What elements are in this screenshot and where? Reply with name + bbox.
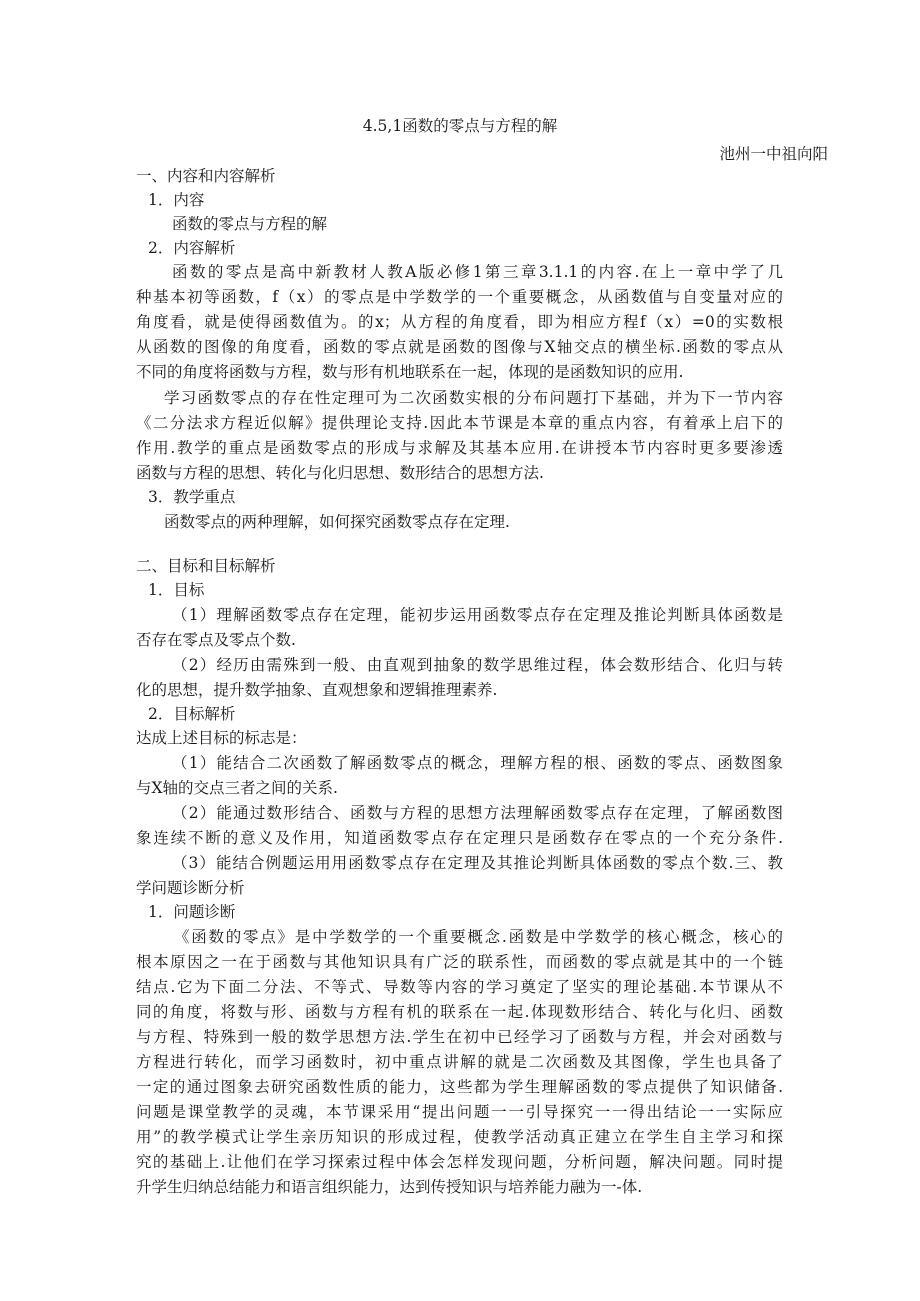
- paragraph-line: 从函数的图像的角度看，函数的零点就是函数的图像与X轴交点的横坐标.函数的零点从: [136, 338, 783, 356]
- paragraph-line: 否存在零点及零点个数.: [136, 631, 296, 649]
- paragraph-line: 不同的角度将函数与方程，数与形有机地联系在一起，体现的是函数知识的应用.: [136, 363, 684, 381]
- paragraph-line: 学问题诊断分析: [136, 879, 245, 897]
- paragraph-line: （2）能通过数形结合、函数与方程的思想方法理解函数零点存在定理，了解函数图: [172, 804, 783, 822]
- paragraph-line: （2）经历由需殊到一般、由直观到抽象的数学思维过程，体会数形结合、化归与转: [172, 656, 783, 674]
- paragraph-line: 种基本初等函数，f（x）的零点是中学数学的一个重要概念，从函数值与自变量对应的: [136, 288, 783, 306]
- section-heading: 二、目标和目标解析: [136, 557, 276, 575]
- paragraph-line: 化的思想，提升数学抽象、直观想象和逻辑推理素养.: [136, 681, 498, 699]
- paragraph-line: 函数与方程的思想、转化与化归思想、数形结合的思想方法.: [136, 464, 544, 482]
- paragraph-line: 作用.教学的重点是函数零点的形成与求解及其基本应用.在讲授本节内容时更多要渗透: [136, 439, 783, 457]
- paragraph-line: 方程进行转化，而学习函数时，初中重点讲解的就是二次函数及其图像，学生也具备了: [136, 1053, 783, 1071]
- document-title: 4.5,1函数的零点与方程的解: [362, 117, 558, 135]
- paragraph-line: （1）理解函数零点存在定理，能初步运用函数零点存在定理及推论判断具体函数是: [172, 606, 783, 624]
- section-heading: 一、内容和内容解析: [136, 167, 276, 185]
- paragraph-line: 《函数的零点》是中学数学的一个重要概念.函数是中学数学的核心概念，核心的: [174, 928, 783, 946]
- paragraph-line: 究的基础上.让他们在学习探索过程中体会怎样发现问题，分析问题，解决问题。同时提: [136, 1153, 783, 1171]
- paragraph-line: 角度看，就是使得函数值为。的x；从方程的角度看，即为相应方程f（x）=0的实数根: [136, 313, 783, 331]
- paragraph-line: 达成上述目标的标志是：: [136, 729, 307, 747]
- paragraph-line: （1）能结合二次函数了解函数零点的概念，理解方程的根、函数的零点、函数图象: [172, 754, 783, 772]
- subsection-heading: 1．目标: [148, 581, 205, 599]
- subsection-heading: 1．问题诊断: [148, 903, 236, 921]
- paragraph-line: 象连续不断的意义及作用，知道函数零点存在定理只是函数存在零点的一个充分条件.: [136, 829, 783, 847]
- paragraph-line: 函数的零点是高中新教材人教A版必修1第三章3.1.1的内容.在上一章中学了几: [172, 263, 783, 281]
- paragraph-line: 与X轴的交点三者之间的关系.: [136, 779, 338, 797]
- paragraph-line: 根本原因之一在于函数与其他知识具有广泛的联系性，而函数的零点就是其中的一个链: [136, 953, 783, 971]
- subsection-heading: 1．内容: [148, 191, 205, 209]
- paragraph-line: 用”的教学模式让学生亲历知识的形成过程，使教学活动真正建立在学生自主学习和探: [136, 1128, 783, 1146]
- subsection-heading: 2．目标解析: [148, 705, 236, 723]
- paragraph-line: 同的角度，将数与形、函数与方程有机的联系在一起.体现数形结合、转化与化归、函数: [136, 1003, 783, 1021]
- paragraph-line: 问题是课堂教学的灵魂，本节课采用“提出问题一一引导探究一一得出结论一一实际应: [136, 1103, 783, 1121]
- paragraph-line: 一定的通过图象去研究函数性质的能力，这些都为学生理解函数的零点提供了知识储备.: [136, 1078, 783, 1096]
- paragraph-line: （3）能结合例题运用用函数零点存在定理及其推论判断具体函数的零点个数.三、教: [172, 854, 783, 872]
- paragraph-line: 函数零点的两种理解，如何探究函数零点存在定理.: [164, 513, 510, 531]
- paragraph-line: 学习函数零点的存在性定理可为二次函数实根的分布问题打下基础，并为下一节内容: [164, 389, 783, 407]
- paragraph-line: 结点.它为下面二分法、不等式、导数等内容的学习奠定了坚实的理论基础.本节课从不: [136, 978, 783, 996]
- subsection-heading: 2．内容解析: [148, 239, 236, 257]
- subsection-heading: 3．教学重点: [148, 488, 236, 506]
- paragraph-line: 与方程、特殊到一般的数学思想方法.学生在初中已经学习了函数与方程，并会对函数与: [136, 1028, 783, 1046]
- paragraph-line: 函数的零点与方程的解: [172, 215, 328, 233]
- paragraph-line: 《二分法求方程近似解》提供理论支持.因此本节课是本章的重点内容，有着承上启下的: [136, 414, 783, 432]
- paragraph-line: 升学生归纳总结能力和语言组织能力，达到传授知识与培养能力融为一-体.: [136, 1178, 643, 1196]
- document-author: 池州一中祖向阳: [719, 145, 828, 163]
